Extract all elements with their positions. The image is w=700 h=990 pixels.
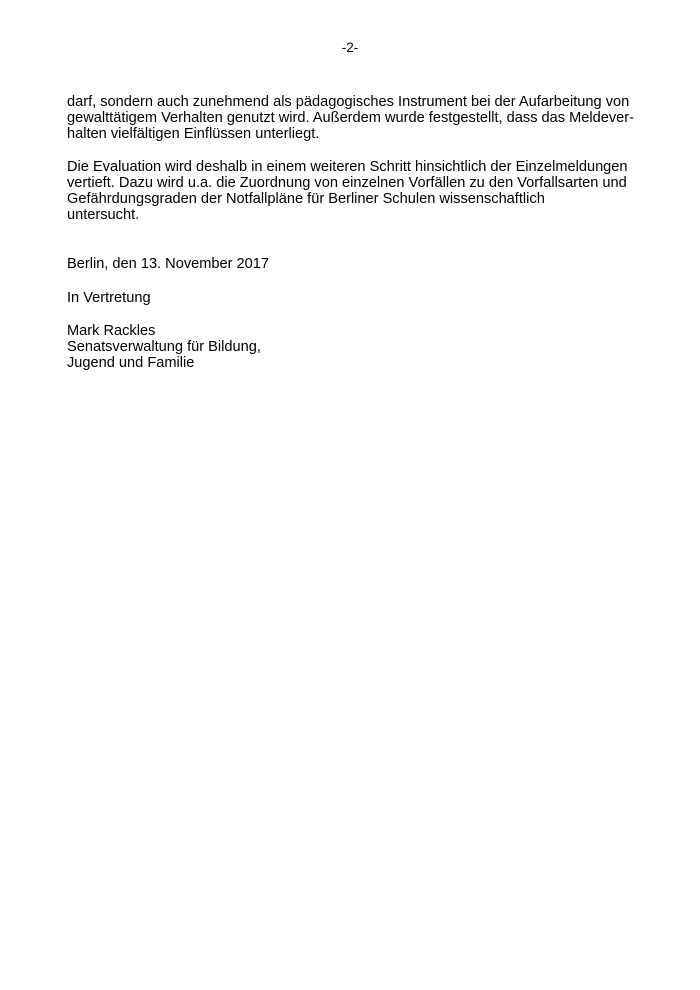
- signature-name: Mark Rackles: [67, 322, 156, 339]
- paragraph-1-line-3: halten vielfältigen Einflüssen unterliegt.: [67, 126, 320, 143]
- date-line: [67, 256, 627, 272]
- signature-block: [67, 323, 627, 372]
- paragraph-2-line-3: Gefährdungsgraden der Notfallpläne für Berliner Schulen wissenschaftlich: [67, 191, 545, 208]
- paragraph-2-line-2: vertieft. Dazu wird u.a. die Zuordnung von einzelnen Vorfällen zu den Vorfallsarten und: [67, 174, 627, 191]
- signature-org-line-2: Jugend und Familie: [67, 355, 195, 372]
- letter-body: [67, 94, 635, 372]
- paragraph-2-line-1: Die Evaluation wird deshalb in einem weiteren Schritt hinsichtlich der Einzelmeldungen: [67, 158, 628, 175]
- page-number: -2-: [341, 40, 359, 55]
- closing-text: In Vertretung: [67, 289, 151, 306]
- date-text: Berlin, den 13. November 2017: [67, 256, 270, 273]
- paragraph-2: [67, 159, 627, 224]
- paragraph-1: [67, 94, 635, 143]
- closing: [67, 290, 627, 306]
- signature-org-line-1: Senatsverwaltung für Bildung,: [67, 339, 261, 356]
- paragraph-2-line-4: untersucht.: [67, 207, 140, 224]
- paragraph-1-line-2: gewalttätigem Verhalten genutzt wird. Außerdem wurde festgestellt, dass das Meldever-: [67, 110, 635, 127]
- paragraph-1-line-1: darf, sondern auch zunehmend als pädagogisches Instrument bei der Aufarbeitung von: [67, 94, 630, 110]
